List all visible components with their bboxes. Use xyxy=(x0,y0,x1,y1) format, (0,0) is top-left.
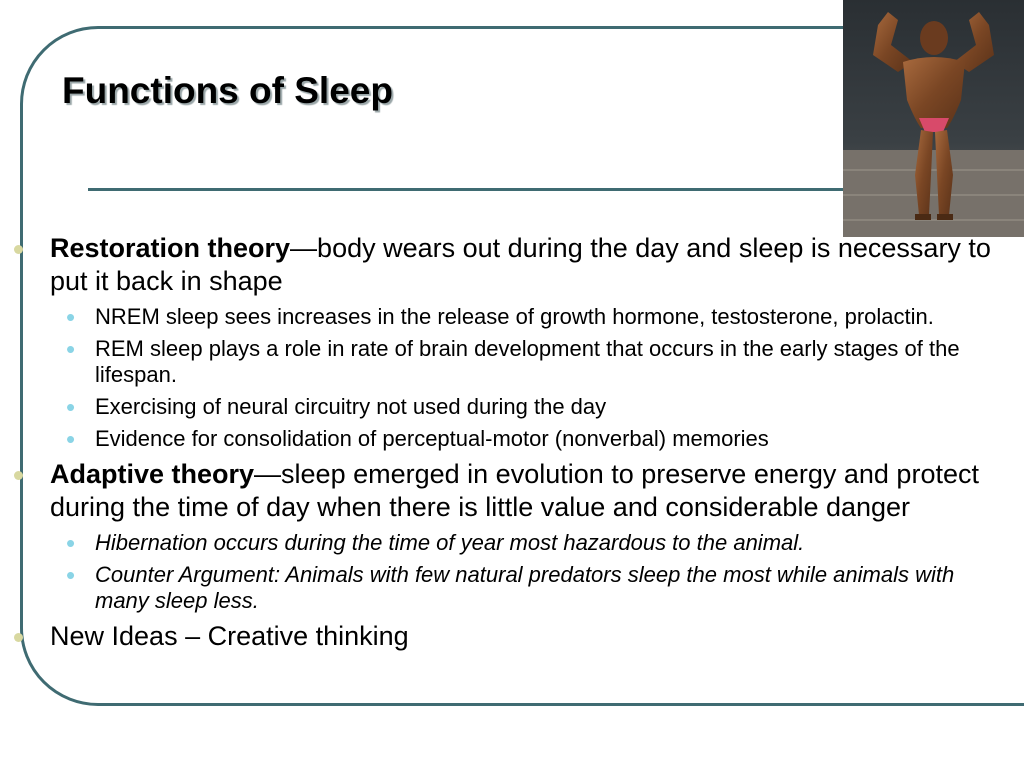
bullet-new-ideas xyxy=(0,620,1024,653)
bullet-text: New Ideas – Creative thinking xyxy=(50,621,409,651)
sub-bullet-marker: • xyxy=(66,424,76,454)
bullet-lead: Restoration theory xyxy=(50,233,291,263)
sub-bullet-marker: • xyxy=(66,392,76,422)
bullet-marker xyxy=(14,633,23,642)
sub-bullet xyxy=(0,394,1024,420)
slide-title: Functions of Sleep xyxy=(62,70,393,111)
bullet-adaptive-theory xyxy=(0,458,1024,524)
sub-bullet-text: REM sleep plays a role in rate of brain development that occurs in the early stages of the lifespan. xyxy=(95,336,960,387)
bullet-text: —body wears out during the day and sleep is necessary to put it back in shape xyxy=(50,233,991,296)
sub-bullet-text: NREM sleep sees increases in the release of growth hormone, testosterone, prolactin. xyxy=(95,304,934,329)
sub-bullet xyxy=(0,562,1024,614)
sub-bullet-text: Counter Argument: Animals with few natural predators sleep the most while animals with many sleep less. xyxy=(95,562,955,613)
bullet-marker xyxy=(14,245,23,254)
sub-bullet xyxy=(0,336,1024,388)
sub-bullet xyxy=(0,530,1024,556)
bullet-marker xyxy=(14,471,23,480)
sub-bullet-marker: • xyxy=(66,334,76,364)
sub-bullet-marker: • xyxy=(66,528,76,558)
bullet-list xyxy=(0,232,1024,653)
sub-bullet-text: Evidence for consolidation of perceptual-motor (nonverbal) memories xyxy=(95,426,769,451)
sub-bullet xyxy=(0,426,1024,452)
sub-bullet xyxy=(0,304,1024,330)
bullet-text: —sleep emerged in evolution to preserve energy and protect during the time of day when there is little value and considerable danger xyxy=(50,459,979,522)
sub-bullet-text: Exercising of neural circuitry not used during the day xyxy=(95,394,607,419)
sub-bullet-marker: • xyxy=(66,302,76,332)
sub-bullet-marker: • xyxy=(66,560,76,590)
bodybuilder-photo xyxy=(843,0,1024,237)
title-underline xyxy=(88,188,848,191)
bullet-lead: Adaptive theory xyxy=(50,459,255,489)
bullet-restoration-theory xyxy=(0,232,1024,298)
sub-bullet-text: Hibernation occurs during the time of year most hazardous to the animal. xyxy=(95,530,805,555)
